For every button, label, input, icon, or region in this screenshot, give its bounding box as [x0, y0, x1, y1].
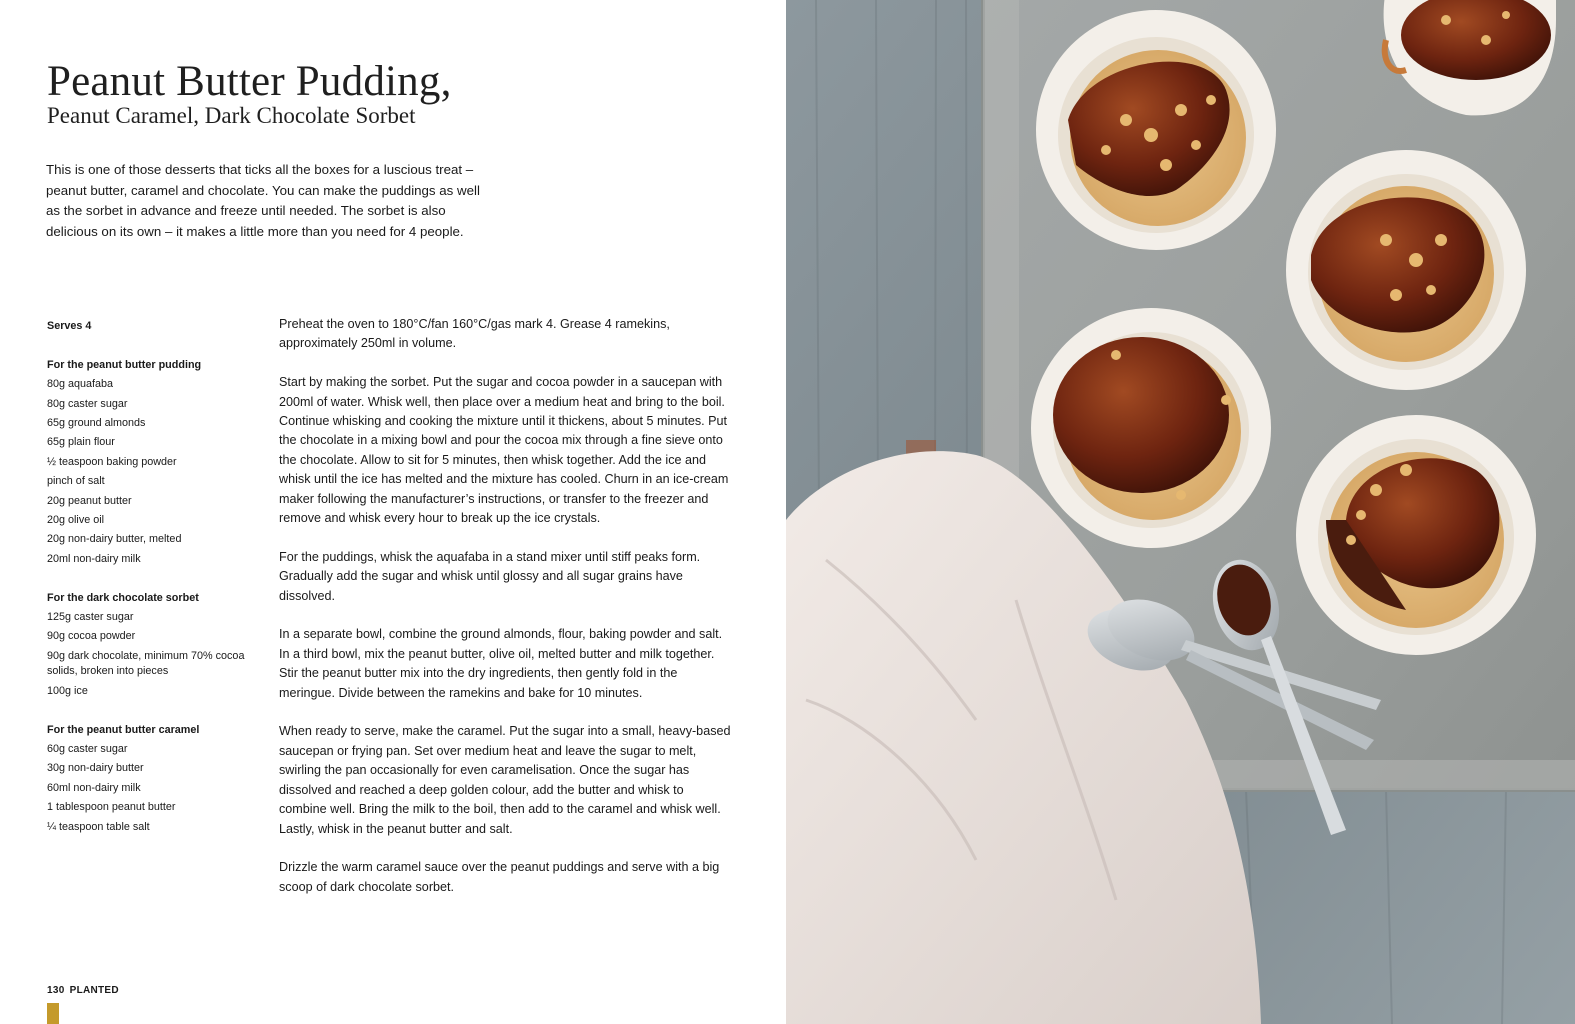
- ingredient-section-heading: For the peanut butter caramel: [47, 723, 200, 736]
- recipe-intro: This is one of those desserts that ticks all the boxes for a luscious treat – peanut butter, caramel and chocolate. You can make the puddings as well as the sorbet in advance and freeze until needed. The sorbet is also delicious on its own – it makes a little more than you need for 4 people.: [46, 162, 480, 239]
- ingredient-item: 80g caster sugar: [47, 397, 128, 410]
- ingredient-item: 90g dark chocolate, minimum 70% cocoa solids, broken into pieces: [47, 649, 245, 678]
- recipe-page: [0, 0, 786, 1024]
- method-step: Start by making the sorbet. Put the sugar and cocoa powder in a saucepan with 200ml of water. Whisk well, then place over a medium heat and bring to the boil. Continue whisking and cooking the mixture until it thickens, about 5 minutes. Put the chocolate in a mixing bowl and pour the cocoa mix through a fine sieve onto the chocolate. Allow to sit for 5 minutes, then whisk together. Add the ice and whisk until the ice has melted and the mixture has cooled. Churn in an ice-cream maker following the manufacturer’s instructions, or transfer to the freezer and remove and whisk every hour to break up the ice crystals.: [279, 375, 729, 526]
- ramekin-bottom-right: [1296, 415, 1536, 655]
- method-step: Drizzle the warm caramel sauce over the peanut puddings and serve with a big scoop of dark chocolate sorbet.: [279, 860, 720, 894]
- ingredient-item: 60g caster sugar: [47, 743, 128, 756]
- method-step: For the puddings, whisk the aquafaba in a stand mixer until stiff peaks form. Gradually add the sugar and whisk until glossy and all sugar grains have dissolved.: [279, 549, 701, 603]
- ingredient-item: 90g cocoa powder: [47, 630, 136, 643]
- book-title: PLANTED: [69, 985, 119, 996]
- method-column: [279, 315, 731, 917]
- serves-label: Serves 4: [47, 320, 92, 332]
- method-step: Preheat the oven to 180°C/fan 160°C/gas mark 4. Grease 4 ramekins, approximately 250ml in volume.: [279, 317, 670, 351]
- ingredient-section: [47, 356, 262, 569]
- ramekin-top-left: [1036, 10, 1276, 250]
- recipe-subtitle: Peanut Caramel, Dark Chocolate Sorbet: [47, 103, 416, 128]
- ingredient-item: 65g plain flour: [47, 436, 115, 449]
- method-step: When ready to serve, make the caramel. Put the sugar into a small, heavy-based saucepan or frying pan. Set over medium heat and leave the sugar to melt, swirling the pan occasionally for even caramelisation. Once the sugar has dissolved and reached a deep golden colour, add the butter and whisk to combine well. Bring the milk to the boil, then add to the caramel and whisk well. Lastly, whisk in the peanut butter and salt.: [279, 724, 731, 836]
- ingredient-item: 20g peanut butter: [47, 494, 132, 507]
- dessert-photo: [786, 0, 1575, 1024]
- ingredient-item: 60ml non-dairy milk: [47, 781, 141, 794]
- method-step: In a separate bowl, combine the ground almonds, flour, baking powder and salt. In a third bowl, mix the peanut butter, olive oil, melted butter and milk together. Stir the peanut butter mix into the dry ingredients, then gently fold in the meringue. Divide between the ramekins and bake for 10 minutes.: [279, 627, 723, 700]
- ingredient-item: 65g ground almonds: [47, 417, 146, 430]
- ingredient-item: 125g caster sugar: [47, 611, 134, 624]
- ingredient-section-heading: For the dark chocolate sorbet: [47, 591, 199, 604]
- page-footer: [47, 985, 119, 996]
- ingredient-item: pinch of salt: [47, 475, 105, 488]
- ingredients-column: [47, 317, 262, 857]
- ingredient-item: 20g non-dairy butter, melted: [47, 533, 182, 546]
- ramekin-top-right: [1286, 150, 1526, 390]
- accent-tab-marker: [47, 1003, 59, 1024]
- ingredient-section: [47, 589, 262, 702]
- ingredient-section: [47, 721, 262, 837]
- recipe-title: Peanut Butter Pudding,: [47, 58, 452, 105]
- ramekin-middle-left: [1031, 308, 1271, 548]
- ingredient-section-heading: For the peanut butter pudding: [47, 358, 202, 371]
- ingredient-item: 30g non-dairy butter: [47, 762, 144, 775]
- ingredient-item: 1 tablespoon peanut butter: [47, 801, 176, 814]
- ingredient-item: 100g ice: [47, 684, 88, 697]
- ingredient-item: 20ml non-dairy milk: [47, 552, 141, 565]
- ingredient-sections: [47, 356, 262, 837]
- ingredient-item: 80g aquafaba: [47, 378, 114, 391]
- dessert-photo-illustration: [786, 0, 1575, 1024]
- ingredient-item: ½ teaspoon baking powder: [47, 455, 177, 468]
- ingredient-item: 20g olive oil: [47, 514, 105, 527]
- ingredient-item: ¼ teaspoon table salt: [47, 820, 150, 833]
- page-number: 130: [47, 985, 65, 996]
